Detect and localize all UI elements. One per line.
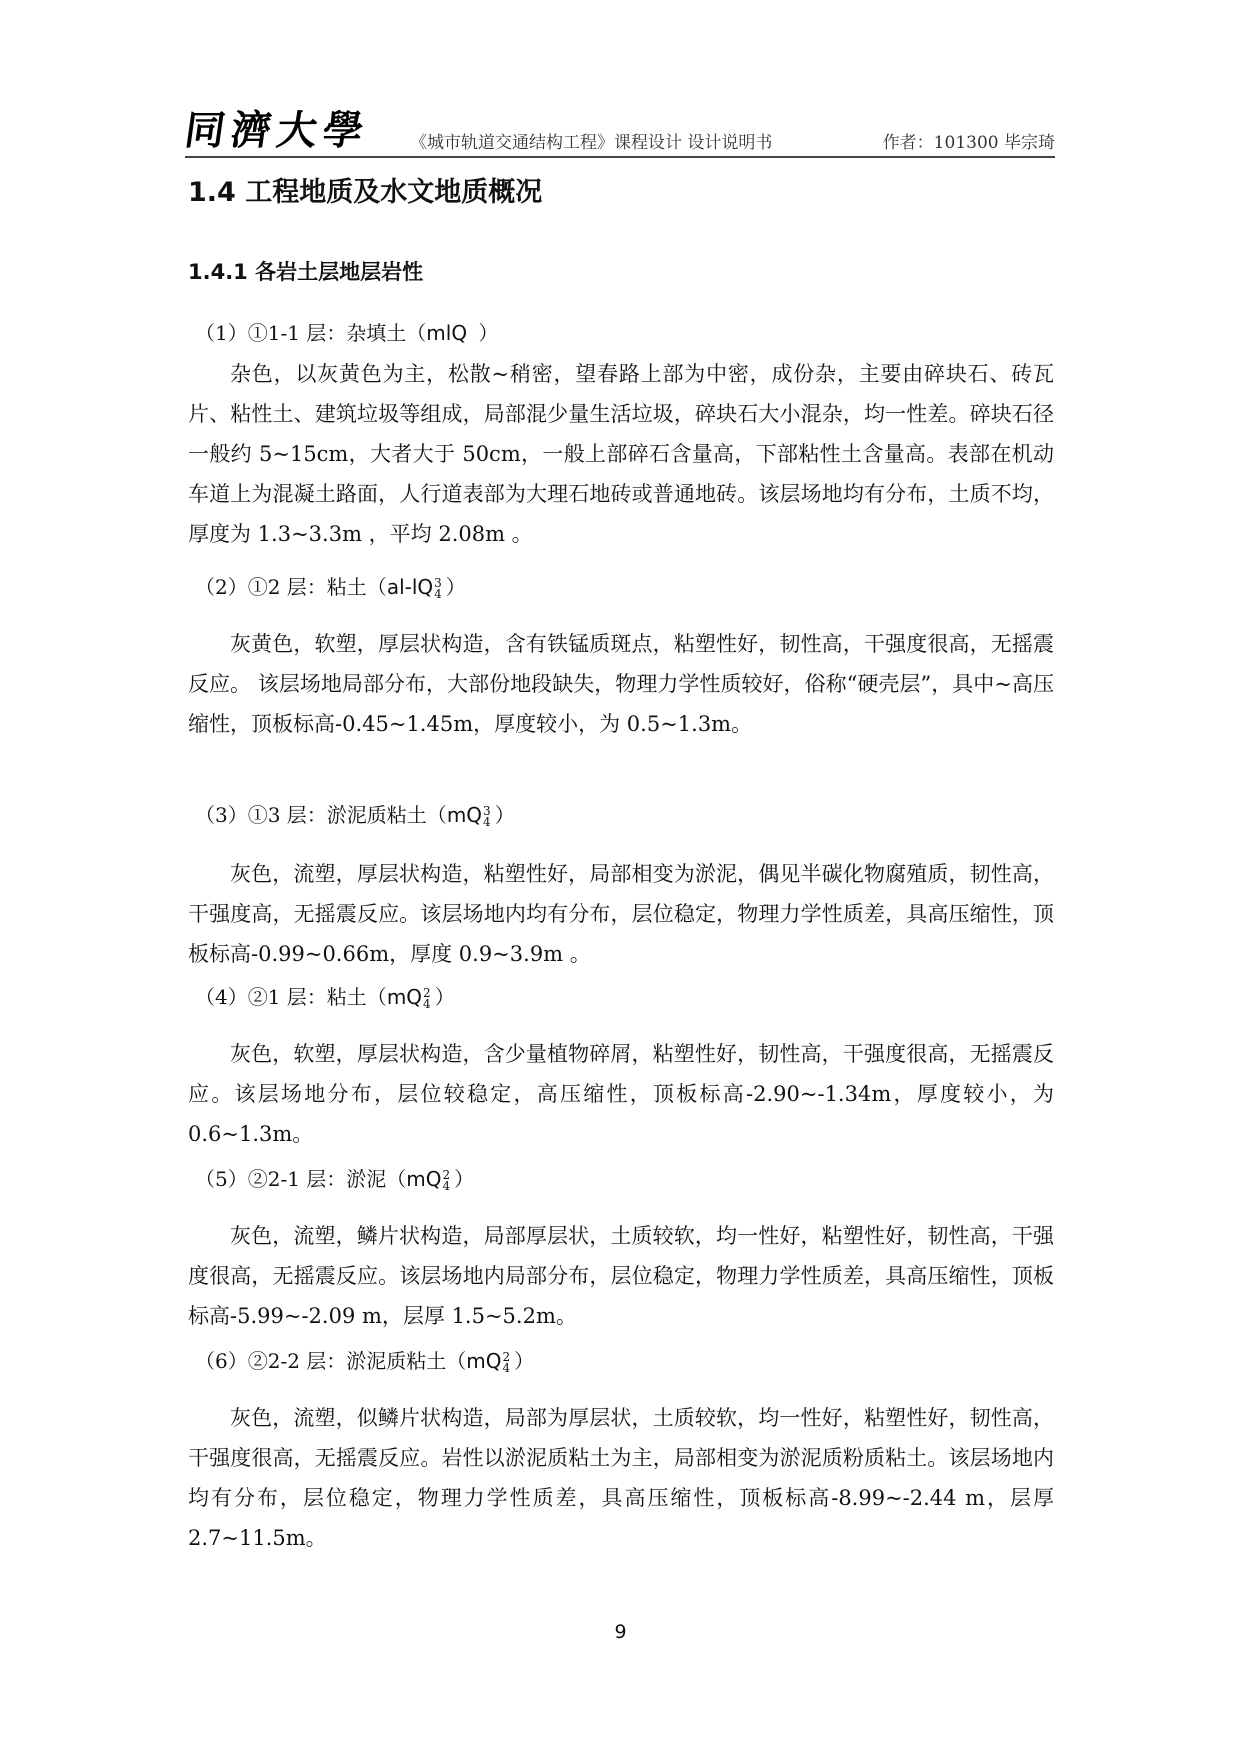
layer-symbol-sup: 3 — [434, 575, 442, 590]
layer-description: 灰黄色，软塑，厚层状构造，含有铁锰质斑点，粘塑性好，韧性高，干强度很高，无摇震反应。 该层场地局部分布，大部份地段缺失，物理力学性质较好，俗称“硬壳层”，具中~高压缩性，顶板标高-0.45~1.45m，厚度较小，为 0.5~1.3m。 — [188, 632, 1054, 736]
layer-title-suffix: ） — [514, 1349, 535, 1373]
layer-description: 灰色，软塑，厚层状构造，含少量植物碎屑，粘塑性好，韧性高，干强度很高，无摇震反应。该层场地分布，层位较稳定，高压缩性，顶板标高-2.90~-1.34m，厚度较小，为 0.6~1.3m。 — [188, 1042, 1054, 1146]
layer-title-prefix: （3）①3 层：淤泥质粘土（ — [195, 803, 447, 827]
layer-symbol-sub: 4 — [442, 1178, 451, 1193]
layer-symbol-scripts — [442, 1167, 451, 1193]
layer-title-suffix: ） — [434, 985, 455, 1009]
layer-symbol: mQ — [406, 1167, 442, 1191]
layer-symbol-scripts — [502, 1349, 511, 1375]
layer-title-suffix: ） — [472, 321, 499, 345]
layer-symbol-sub: 4 — [434, 586, 442, 601]
layer-description: 杂色，以灰黄色为主，松散~稍密，望春路上部为中密，成份杂，主要由碎块石、砖瓦片、粘性土、建筑垃圾等组成，局部混少量生活垃圾，碎块石大小混杂，均一性差。碎块石径一般约 5~15cm，大者大于 50cm，一般上部碎石含量高，下部粘性土含量高。表部在机动车道上为混凝土路面，人行道表部为大理石地砖或普通地砖。该层场地均有分布，土质不均，厚度为 1.3~3.3m ，平均 2.08m 。 — [188, 362, 1054, 546]
layer-title-suffix: ） — [454, 1167, 475, 1191]
layer-title-prefix: （1）①1-1 层：杂填土（ — [195, 321, 427, 345]
layer-title-suffix: ） — [494, 803, 515, 827]
layer-title-prefix: （4）②1 层：粘土（ — [195, 985, 387, 1009]
layer-symbol: mQ — [386, 985, 423, 1009]
section-heading: 1.4 工程地质及水文地质概况 — [188, 177, 543, 208]
layer-symbol-sub: 4 — [483, 814, 491, 829]
layer-symbol: mlQ — [426, 321, 468, 345]
layer-symbol-scripts — [434, 575, 442, 601]
layer-symbol: al-lQ — [386, 575, 434, 599]
layer-title — [195, 1346, 534, 1376]
layer-description: 灰色，流塑，厚层状构造，粘塑性好，局部相变为淤泥，偶见半碳化物腐殖质，韧性高，干强度高，无摇震反应。该层场地内均有分布，层位稳定，物理力学性质差，具高压缩性，顶板标高-0.99~0.66m，厚度 0.9~3.9m 。 — [188, 862, 1054, 966]
layer-symbol-scripts — [483, 803, 491, 829]
layer-title-suffix: ） — [445, 575, 466, 599]
layer-symbol: mQ — [446, 803, 483, 827]
layer-title — [195, 982, 455, 1012]
header-divider — [185, 156, 1055, 158]
layer-symbol: mQ — [466, 1349, 502, 1373]
layer-title-prefix: （6）②2-2 层：淤泥质粘土（ — [195, 1349, 467, 1373]
header-author: 作者：101300 毕宗琦 — [882, 133, 1055, 153]
layer-title — [195, 318, 498, 348]
layer-symbol-sub: 4 — [423, 996, 431, 1011]
layer-title — [195, 572, 466, 602]
layer-symbol-sub: 4 — [502, 1360, 511, 1375]
layer-description: 灰色，流塑，鳞片状构造，局部厚层状，土质较软，均一性好，粘塑性好，韧性高，干强度很高，无摇震反应。该层场地内局部分布，层位稳定，物理力学性质差，具高压缩性，顶板标高-5.99~-2.09 m，层厚 1.5~5.2m。 — [188, 1224, 1054, 1328]
layer-symbol-scripts — [423, 985, 431, 1011]
layer-symbol-sup: 2 — [442, 1167, 451, 1182]
layer-title — [195, 800, 515, 830]
layer-description: 灰色，流塑，似鳞片状构造，局部为厚层状，土质较软，均一性好，粘塑性好，韧性高，干强度很高，无摇震反应。岩性以淤泥质粘土为主，局部相变为淤泥质粉质粘土。该层场地内均有分布，层位稳定，物理力学性质差，具高压缩性，顶板标高-8.99~-2.44 m，层厚 2.7~11.5m。 — [188, 1406, 1054, 1550]
layer-symbol-sup: 3 — [483, 803, 491, 818]
layer-title — [195, 1164, 474, 1194]
header-title: 《城市轨道交通结构工程》课程设计 设计说明书 — [410, 133, 773, 153]
layer-symbol-sup: 2 — [502, 1349, 511, 1364]
subsection-heading: 1.4.1 各岩土层地层岩性 — [188, 260, 424, 284]
layer-title-prefix: （5）②2-1 层：淤泥（ — [195, 1167, 407, 1191]
layer-title-prefix: （2）①2 层：粘土（ — [195, 575, 387, 599]
page-header — [181, 106, 1055, 156]
page-number: 9 — [614, 1621, 627, 1643]
university-logo: 同濟大學 — [181, 107, 373, 154]
layer-symbol-sup: 2 — [423, 985, 431, 1000]
